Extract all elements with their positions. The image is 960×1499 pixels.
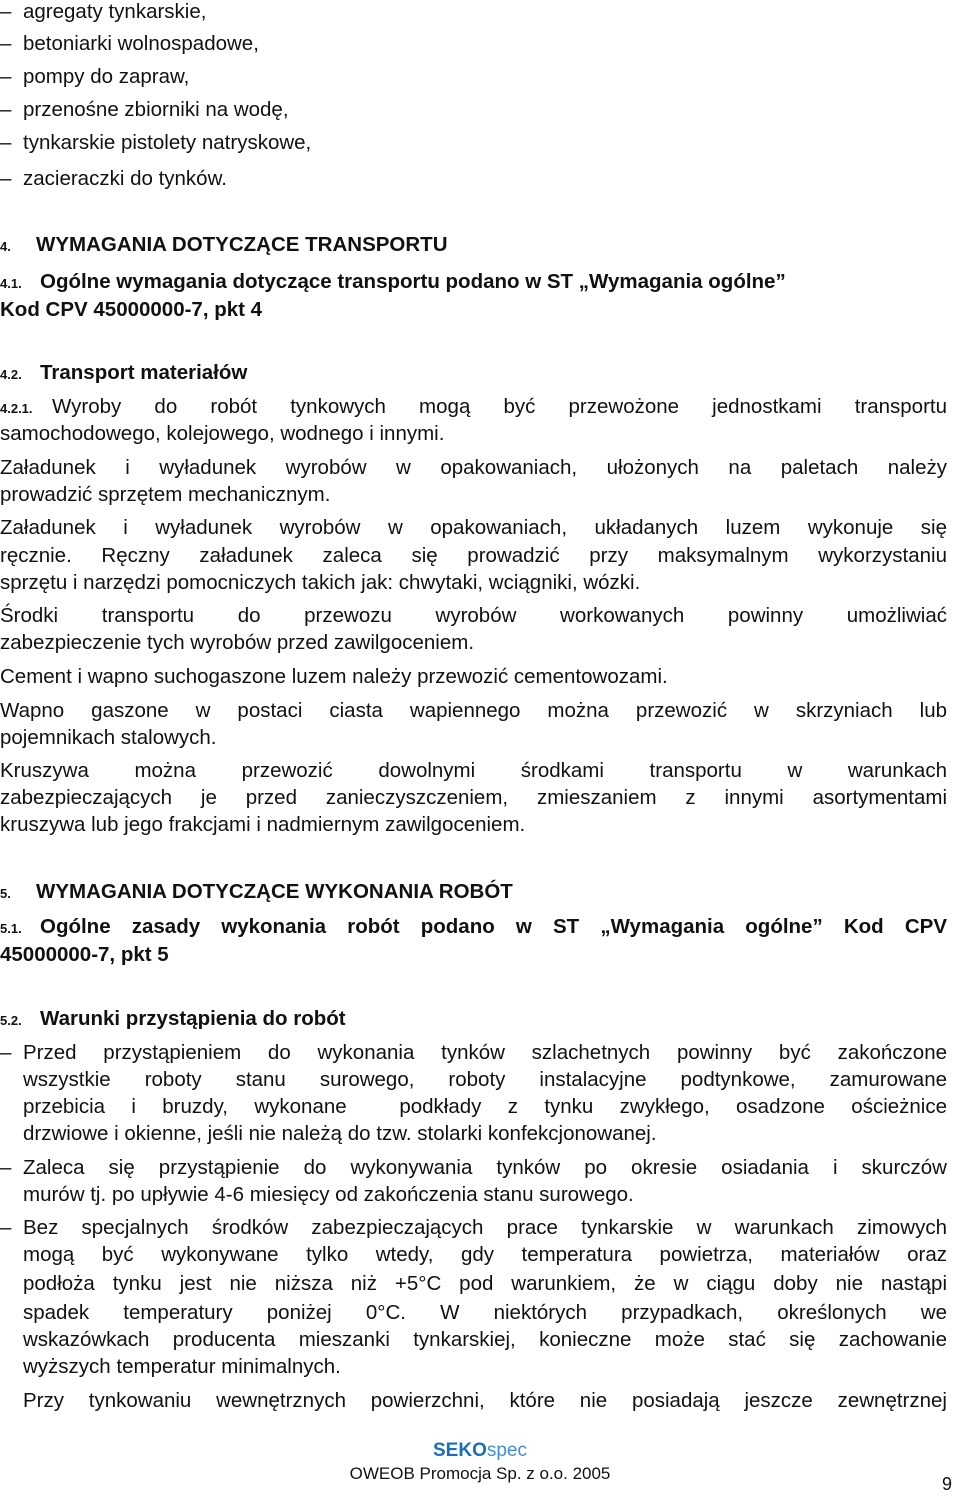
section-number: 5.2. (0, 1013, 22, 1028)
bullet-line: drzwiowe i okienne, jeśli nie należą do tzw. stolarki konfekcjonowanej. (23, 1122, 657, 1145)
paragraph-line: Załadunek i wyładunek wyrobów w opakowaniach, ułożonych na paletach należy (0, 456, 947, 479)
paragraph-line: Kruszywa można przewozić dowolnymi środkami transportu w warunkach (0, 759, 947, 782)
list-dash: – (0, 1156, 12, 1179)
section-title: WYMAGANIA DOTYCZĄCE WYKONANIA ROBÓT (36, 880, 513, 903)
section-number: 4.2.1. (0, 401, 33, 416)
list-item: tynkarskie pistolety natryskowe, (23, 131, 312, 154)
paragraph-line: ręcznie. Ręczny załadunek zaleca się prowadzić przy maksymalnym wykorzystaniu (0, 544, 947, 567)
bullet-line: mogą być wykonywane tylko wtedy, gdy temperatura powietrza, materiałów oraz (23, 1243, 947, 1266)
paragraph-line: Załadunek i wyładunek wyrobów w opakowaniach, układanych luzem wykonuje się (0, 516, 947, 539)
list-dash: – (0, 65, 12, 88)
paragraph-line: samochodowego, kolejowego, wodnego i innymi. (0, 422, 445, 445)
section-4-heading (0, 233, 448, 259)
paragraph-line: sprzętu i narzędzi pomocniczych takich jak: chwytaki, wciągniki, wózki. (0, 571, 641, 594)
paragraph-line: Wapno gaszone w postaci ciasta wapiennego można przewozić w skrzyniach lub (0, 699, 947, 722)
bullet-line: przebicia i bruzdy, wykonane podkłady z tynku zwykłego, osadzone ościeżnice (23, 1095, 947, 1118)
paragraph-line: Wyroby do robót tynkowych mogą być przewożone jednostkami transportu (52, 395, 947, 418)
bullet-line: podłoża tynku jest nie niższa niż +5°C pod warunkiem, że w ciągu doby nie nastąpi (23, 1272, 947, 1295)
bullet-line: Zaleca się przystąpienie do wykonywania tynków po okresie osiadania i skurczów (23, 1156, 947, 1179)
section-5-1-heading (0, 915, 947, 941)
list-item: pompy do zapraw, (23, 65, 190, 88)
section-number: 5. (0, 886, 11, 901)
section-title: Ogólne zasady wykonania robót podano w ST „Wymagania ogólne” Kod CPV (40, 915, 947, 938)
paragraph-line: zabezpieczenie tych wyrobów przed zawilgoceniem. (0, 631, 475, 654)
bullet-line: Bez specjalnych środków zabezpieczających prace tynkarskie w warunkach zimowych (23, 1216, 947, 1239)
section-4-2-1-paragraph (0, 395, 947, 421)
list-item: przenośne zbiorniki na wodę, (23, 98, 289, 121)
list-dash: – (0, 1041, 12, 1064)
list-dash: – (0, 131, 12, 154)
page-number: 9 (941, 1474, 952, 1494)
bullet-line: wyższych temperatur minimalnych. (23, 1355, 341, 1378)
list-dash: – (0, 0, 12, 23)
section-4-2-heading (0, 361, 247, 387)
brand-part: spec (486, 1440, 527, 1461)
section-title: Transport materiałów (40, 361, 248, 384)
section-title: WYMAGANIA DOTYCZĄCE TRANSPORTU (36, 233, 448, 256)
section-4-1-heading (0, 270, 786, 296)
paragraph-line: prowadzić sprzętem mechanicznym. (0, 483, 331, 506)
bullet-line: wszystkie roboty stanu surowego, roboty instalacyjne podtynkowe, zamurowane (23, 1068, 947, 1091)
footer-brand (0, 1440, 960, 1462)
section-4-1-heading-cont: Kod CPV 45000000-7, pkt 4 (0, 298, 263, 321)
section-5-1-heading-cont: 45000000-7, pkt 5 (0, 943, 169, 966)
bullet-line: wskazówkach producenta mieszanki tynkarskiej, konieczne może stać się zachowanie (23, 1328, 947, 1351)
bullet-line: murów tj. po upływie 4-6 miesięcy od zakończenia stanu surowego. (23, 1183, 634, 1206)
list-item: agregaty tynkarskie, (23, 0, 207, 23)
paragraph-line: Przy tynkowaniu wewnętrznych powierzchni, które nie posiadają jeszcze zewnętrznej (23, 1389, 947, 1412)
section-5-2-heading (0, 1007, 346, 1033)
brand-part: SEKO (433, 1440, 487, 1461)
list-item: zacieraczki do tynków. (23, 167, 227, 190)
list-dash: – (0, 1216, 12, 1239)
paragraph-line: kruszywa lub jego frakcjami i nadmiernym zawilgoceniem. (0, 813, 526, 836)
paragraph-line: Środki transportu do przewozu wyrobów workowanych powinny umożliwiać (0, 604, 947, 627)
footer-publisher: OWEOB Promocja Sp. z o.o. 2005 (349, 1464, 611, 1483)
section-number: 4.1. (0, 276, 22, 291)
section-number: 4.2. (0, 367, 22, 382)
section-number: 5.1. (0, 921, 22, 936)
section-title: Warunki przystąpienia do robót (40, 1007, 346, 1030)
bullet-line: Przed przystąpieniem do wykonania tynków szlachetnych powinny być zakończone (23, 1041, 947, 1064)
section-title: Ogólne wymagania dotyczące transportu podano w ST „Wymagania ogólne” (40, 270, 786, 293)
bullet-line: spadek temperatury poniżej 0°C. W niektórych przypadkach, określonych we (23, 1301, 947, 1324)
paragraph-line: zabezpieczających je przed zanieczyszczeniem, zmieszaniem z innymi asortymentami (0, 786, 947, 809)
list-item: betoniarki wolnospadowe, (23, 32, 259, 55)
list-dash: – (0, 98, 12, 121)
paragraph-line: Cement i wapno suchogaszone luzem należy przewozić cementowozami. (0, 665, 668, 688)
list-dash: – (0, 32, 12, 55)
section-number: 4. (0, 239, 11, 254)
paragraph-line: pojemnikach stalowych. (0, 726, 217, 749)
section-5-heading (0, 880, 513, 906)
list-dash: – (0, 167, 12, 190)
